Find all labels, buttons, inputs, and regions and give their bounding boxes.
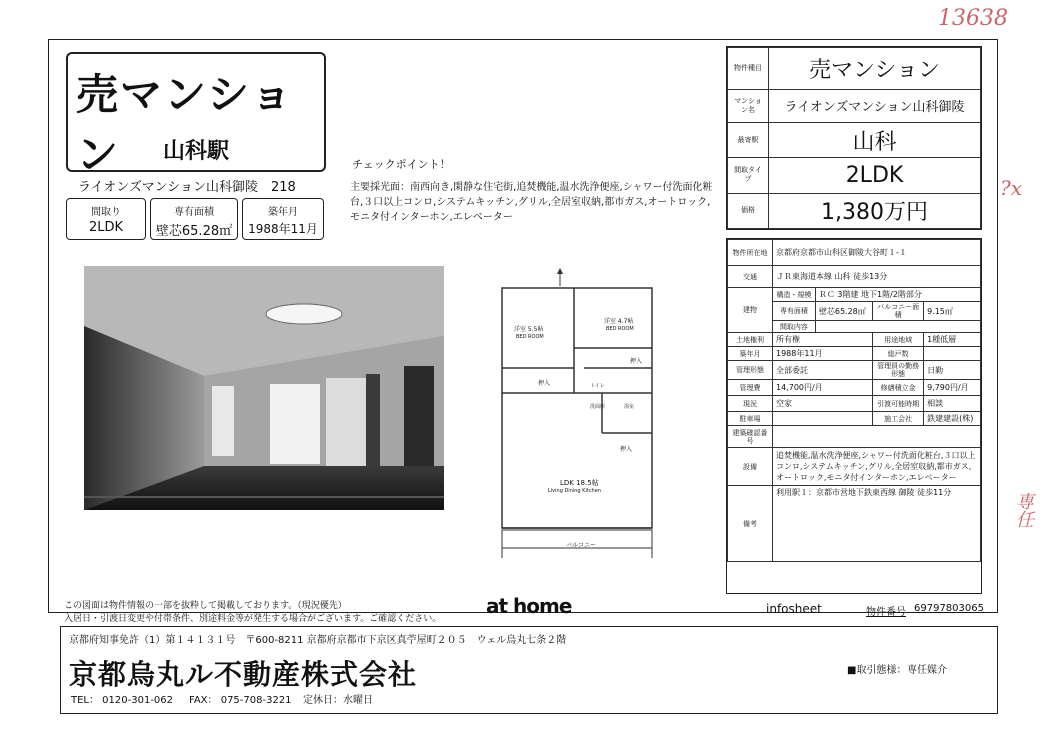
traffic-value: ＪＲ東海道本線 山科 徒歩13分 (773, 266, 981, 288)
sale-type-box (66, 52, 326, 179)
plan-room-western1: 洋室 5.5帖 (514, 326, 544, 333)
disclaimer-2: 入居日・引渡日変更や付帯条件、別途料金等が発生する場合がございます。ご確認ください。 (64, 614, 442, 624)
zone-value: 1種低層 (924, 333, 981, 347)
handwritten-mark-senin: 専任 (1013, 492, 1034, 528)
station-label: 山科駅 (162, 139, 229, 164)
detail-spec-box (726, 238, 982, 594)
balcony-area-value: 9.15㎡ (924, 302, 981, 321)
fax-number: FAX： 075-708-3221 (189, 695, 292, 706)
badge-layout-label: 間取り (91, 207, 121, 218)
land-right-value: 所有権 (773, 333, 873, 347)
builder-value: 鉄建建設(株) (924, 412, 981, 426)
infosheet-label: infosheet (766, 602, 822, 616)
checkpoint-title: チェックポイント！ (352, 158, 451, 171)
plan-toilet: トイレ (590, 383, 605, 389)
property-number-label: 物件番号 (866, 607, 906, 618)
badge-area-label: 専有面積 (174, 207, 214, 218)
plan-balcony: バルコニー (566, 542, 597, 549)
status-label: 現況 (728, 396, 773, 412)
area-value: 壁芯65.28㎡ (815, 302, 872, 321)
floor-plan (494, 258, 690, 568)
handover-label: 引渡可能時期 (873, 396, 924, 412)
mgmt-staff-label: 管理員の勤務形態 (873, 361, 924, 380)
interior-photo (84, 266, 444, 510)
area-label: 専有面積 (773, 302, 816, 321)
fee-value: 14,700円/月 (773, 380, 873, 396)
repair-value: 9,790円/月 (924, 380, 981, 396)
checkpoint-text: 主要採光面：南西向き,閑静な住宅街,追焚機能,温水洗浄便座,シャワー付洗面化粧台,３口以上コンロ,システムキッチン,グリル,全居室収納,都市ガス,オートロック,モニタ付インターホン,エレベーター (350, 182, 713, 223)
license-text: 京都府知事免許（1）第１４１３１号 〒600-8211 京都府京都市下京区真苧屋町２０５ ウェル烏丸七条２階 (69, 635, 567, 646)
summary-spec-box (726, 46, 982, 230)
plan-room-western2-en: BED ROOM (606, 326, 634, 332)
permit-label: 建築確認番号 (728, 426, 773, 448)
fee-label: 管理費 (728, 380, 773, 396)
handwritten-mark: ?x (1000, 176, 1023, 200)
athome-logo: at home (486, 594, 572, 618)
company-box (60, 626, 998, 714)
deal-type-value: 専任媒介 (907, 665, 947, 676)
plan-ldk: LDK 18.5帖 (560, 479, 599, 487)
land-right-label: 土地権利 (728, 333, 773, 347)
company-name: 京都烏丸ル不動産株式会社 (69, 658, 418, 691)
layout-detail-label: 間取内容 (773, 321, 816, 333)
badge-built-label: 築年月 (268, 207, 298, 218)
plan-storage1: 押入 (538, 380, 551, 387)
mgmt-value: 全部委託 (773, 361, 873, 380)
plan-wash: 洗面所 (590, 404, 606, 410)
remarks-label: 備考 (728, 486, 773, 562)
status-value: 空家 (773, 396, 873, 412)
zone-label: 用途地域 (873, 333, 924, 347)
summary-name-label: マンション名 (728, 89, 769, 122)
handwritten-number: 13638 (938, 6, 1008, 31)
location-label: 物件所在地 (728, 240, 773, 266)
built-value: 1988年11月 (773, 347, 873, 361)
holiday-text: 定休日：水曜日 (303, 695, 373, 706)
handover-value: 相談 (924, 396, 981, 412)
repair-label: 修繕積立金 (873, 380, 924, 396)
built-label: 築年月 (728, 347, 773, 361)
summary-type-value: 売マンション (769, 48, 981, 90)
mgmt-label: 管理形態 (728, 361, 773, 380)
summary-type-label: 物件種目 (728, 48, 769, 90)
traffic-label: 交通 (728, 266, 773, 288)
plan-storage3: 押入 (620, 446, 633, 453)
badge-area (150, 198, 238, 240)
structure-value: ＲＣ 3階建 地下1階/2階部分 (815, 288, 980, 302)
deal-type-label: ■取引態様： (847, 665, 907, 676)
summary-station-value: 山科 (769, 122, 981, 157)
badge-layout-value: 2LDK (88, 220, 124, 235)
summary-price-value: 1,380万円 (769, 193, 981, 228)
badge-built (242, 198, 324, 240)
balcony-area-label: バルコニー面積 (873, 302, 924, 321)
summary-price-label: 価格 (728, 193, 769, 228)
summary-layout-label: 間取タイプ (728, 158, 769, 193)
remarks-value: 利用駅１：京都市営地下鉄東西線 御陵 徒歩11分 (773, 486, 981, 562)
structure-label: 構造・規模 (773, 288, 816, 302)
summary-layout-value: 2LDK (769, 158, 981, 193)
tel-number: TEL： 0120-301-062 (71, 695, 174, 706)
plan-room-western1-en: BED ROOM (516, 334, 544, 340)
disclaimer-1: この図面は物件情報の一部を抜粋して掲載しております。（現況優先） (64, 601, 347, 611)
mgmt-staff-value: 日勤 (924, 361, 981, 380)
badge-area-value: 壁芯65.28㎡ (155, 224, 233, 239)
property-number: 69797803065 (914, 603, 984, 614)
badge-built-value: 1988年11月 (248, 222, 318, 236)
building-label: 建物 (728, 288, 773, 333)
summary-station-label: 最寄駅 (728, 122, 769, 157)
units-label: 総戸数 (873, 347, 924, 361)
parking-label: 駐車場 (728, 412, 773, 426)
summary-name-value: ライオンズマンション山科御陵 (769, 89, 981, 122)
badge-layout (66, 198, 146, 240)
plan-storage2: 押入 (630, 358, 643, 365)
location-value: 京都府京都市山科区御陵大谷町１-１ (773, 240, 981, 266)
sale-type-title: 売マンション (76, 70, 295, 179)
plan-room-western2: 洋室 4.7帖 (604, 318, 634, 325)
equip-label: 設備 (728, 448, 773, 486)
builder-label: 施工会社 (873, 412, 924, 426)
property-name: ライオンズマンション山科御陵 218 (78, 180, 296, 195)
equip-value: 追焚機能,温水洗浄便座,シャワー付洗面化粧台,３口以上コンロ,システムキッチン,グリル,全居室収納,都市ガス,オートロック,モニタ付インターホン,エレベーター (773, 448, 981, 486)
plan-bath: 浴室 (624, 404, 635, 410)
plan-ldk-en: Living Dining Kitchen (548, 488, 601, 494)
